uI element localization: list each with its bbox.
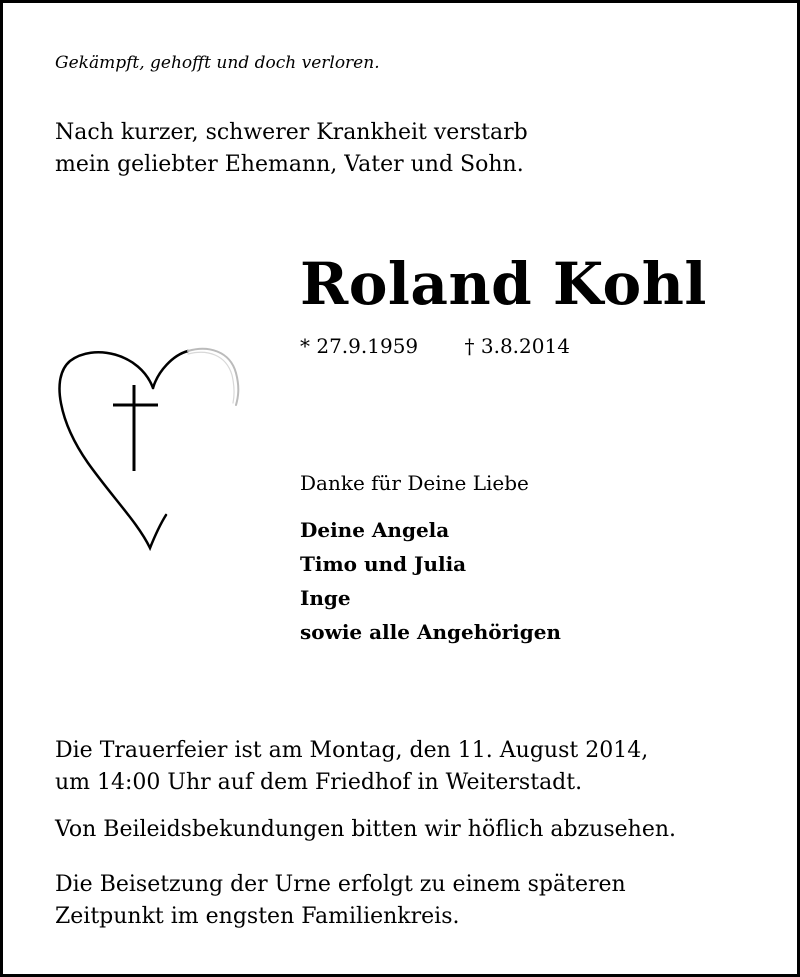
intro-text bbox=[55, 117, 528, 181]
heart-with-cross-icon bbox=[58, 343, 248, 562]
motto: Gekämpft, gehofft und doch verloren. bbox=[55, 53, 380, 73]
ceremony-line-2: um 14:00 Uhr auf dem Friedhof in Weiterstadt. bbox=[55, 770, 583, 795]
ceremony-info bbox=[55, 735, 648, 799]
burial-line-2: Zeitpunkt im engsten Familienkreis. bbox=[55, 904, 460, 929]
condolence-note: Von Beileidsbekundungen bitten wir höflich abzusehen. bbox=[55, 817, 677, 842]
mourner-name: Deine Angela bbox=[300, 518, 450, 542]
death-date: † 3.8.2014 bbox=[464, 334, 570, 358]
mourner-name: Inge bbox=[300, 586, 351, 610]
intro-line-1: Nach kurzer, schwerer Krankheit verstarb bbox=[55, 120, 528, 145]
ceremony-line-1: Die Trauerfeier ist am Montag, den 11. August 2014, bbox=[55, 738, 649, 763]
mourner-name: sowie alle Angehörigen bbox=[300, 620, 561, 644]
burial-info bbox=[55, 869, 626, 933]
life-dates bbox=[300, 334, 570, 358]
mourners-list bbox=[300, 513, 561, 649]
intro-line-2: mein geliebter Ehemann, Vater und Sohn. bbox=[55, 152, 524, 177]
deceased-name: Roland Kohl bbox=[300, 250, 707, 318]
burial-line-1: Die Beisetzung der Urne erfolgt zu einem späteren bbox=[55, 872, 626, 897]
thanks-line: Danke für Deine Liebe bbox=[300, 471, 529, 495]
birth-date: * 27.9.1959 bbox=[300, 334, 419, 358]
mourner-name: Timo und Julia bbox=[300, 552, 467, 576]
